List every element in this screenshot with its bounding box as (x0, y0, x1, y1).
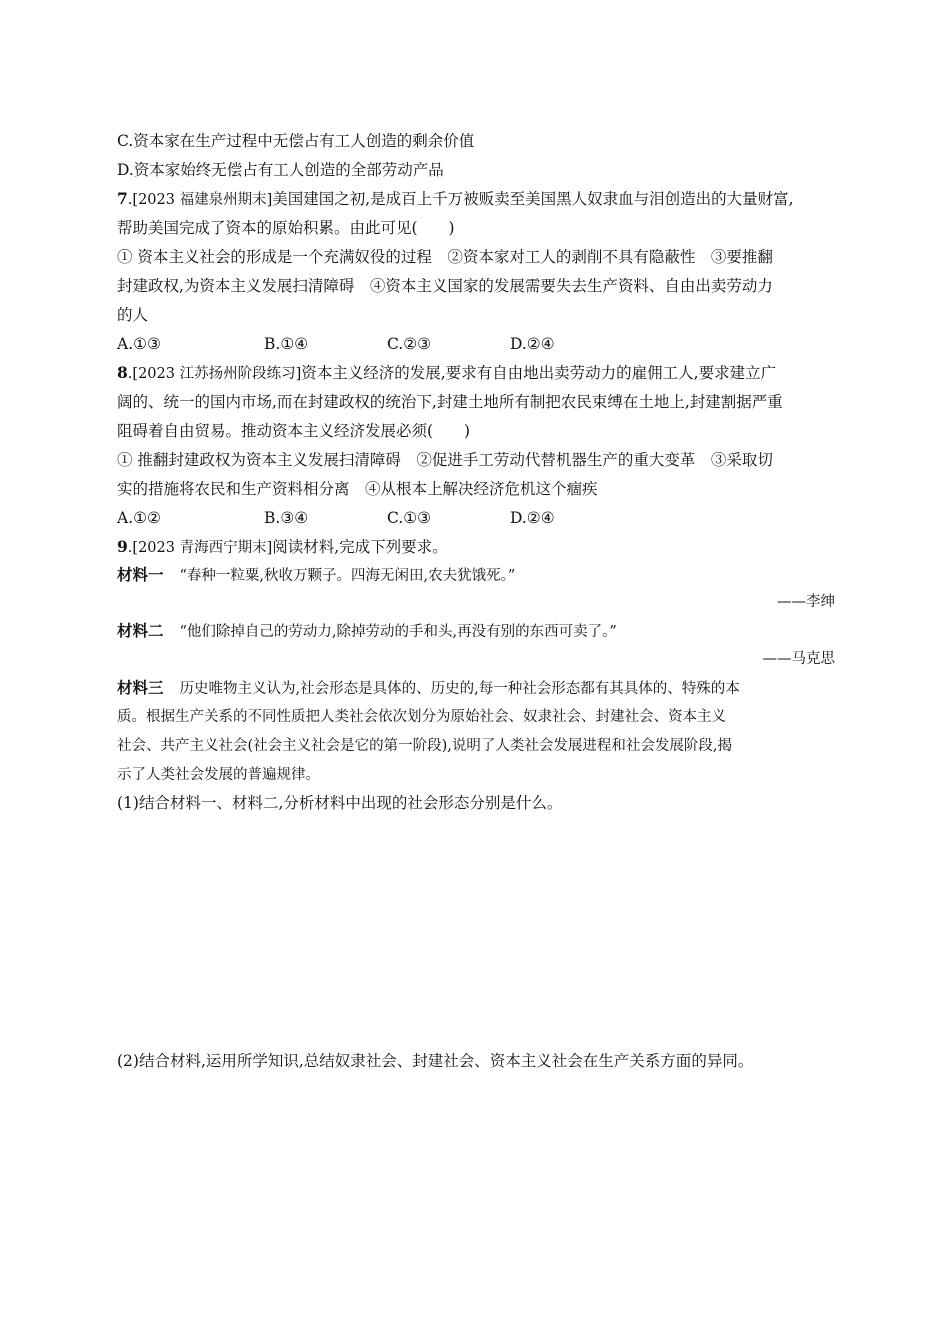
q7-items-line3: 的人 (117, 306, 149, 324)
q9-stem-line (117, 537, 837, 558)
q8-number: 8 (117, 363, 128, 382)
q9-material3-line3: 社会、共产主义社会(社会主义社会是它的第一阶段),说明了人类社会发展进程和社会发展阶段,揭 (117, 738, 733, 754)
q9-number: 9 (117, 537, 128, 556)
q7-items-line1: ① 资本主义社会的形成是一个充满奴役的过程 ②资本家对工人的剥削不具有隐蔽性 ③要推翻 (117, 248, 773, 266)
q9-subquestion-2: (2)结合材料,运用所学知识,总结奴隶社会、封建社会、资本主义社会在生产关系方面的异同。 (117, 1052, 754, 1070)
q9-material3-line4: 示了人类社会发展的普遍规律。 (117, 767, 320, 783)
q8-source-tag: .[2023 江苏扬州阶段练习] (127, 366, 302, 382)
q8-items-line2: 实的措施将农民和生产资料相分离 ④从根本上解决经济危机这个痼疾 (117, 480, 598, 498)
q9-material2 (117, 621, 837, 642)
q8-option-b: B.③④ (264, 509, 309, 527)
q8-option-c: C.①③ (387, 509, 432, 527)
q8-stem-line1 (117, 363, 837, 384)
q9-subquestion-1: (1)结合材料一、材料二,分析材料中出现的社会形态分别是什么。 (117, 794, 563, 812)
q9-source-tag: .[2023 青海西宁期末] (127, 540, 273, 556)
material2-label: 材料二 (117, 621, 164, 640)
q7-option-d: D.②④ (510, 335, 555, 353)
q8-stem-line2: 阔的、统一的国内市场,而在封建政权的统治下,封建土地所有制把农民束缚在土地上,封建割据严重 (117, 393, 783, 411)
q7-stem-text: 美国建国之初,是成百上千万被贩卖至美国黑人奴隶血与泪创造出的大量财富, (272, 190, 794, 208)
q7-option-a: A.①③ (117, 335, 161, 353)
material1-label: 材料一 (117, 565, 164, 584)
q8-option-a: A.①② (117, 509, 161, 527)
q8-items-line1: ① 推翻封建政权为资本主义发展扫清障碍 ②促进手工劳动代替机器生产的重大变革 ③采取切 (117, 451, 773, 469)
q9-material3-line1 (117, 678, 837, 699)
material2-author: ——马克思 (762, 651, 835, 667)
q7-stem-line2: 帮助美国完成了资本的原始积累。由此可见( ) (117, 219, 455, 237)
q9-stem-text: 阅读材料,完成下列要求。 (272, 538, 448, 556)
q7-option-b: B.①④ (264, 335, 309, 353)
material2-quote: “他们除掉自己的劳动力,除掉劳动的手和头,再没有别的东西可卖了。” (179, 624, 617, 640)
q7-stem-line1 (117, 189, 837, 210)
q7-option-c: C.②③ (387, 335, 432, 353)
material3-label: 材料三 (117, 678, 164, 697)
q6-option-d: D.资本家始终无偿占有工人创造的全部劳动产品 (117, 161, 444, 179)
q7-source-tag: .[2023 福建泉州期末] (127, 192, 273, 208)
material1-quote: “春种一粒粟,秋收万颗子。四海无闲田,农夫犹饿死。” (179, 568, 516, 584)
q8-stem-text: 资本主义经济的发展,要求有自由地出卖劳动力的雇佣工人,要求建立广 (301, 364, 777, 382)
material3-text-line1: 历史唯物主义认为,社会形态是具体的、历史的,每一种社会形态都有其具体的、特殊的本 (179, 681, 740, 697)
q8-option-d: D.②④ (510, 509, 555, 527)
q7-items-line2: 封建政权,为资本主义发展扫清障碍 ④资本主义国家的发展需要失去生产资料、自由出卖劳动力 (117, 277, 773, 295)
q9-material1 (117, 565, 837, 586)
q7-number: 7 (117, 189, 128, 208)
q8-stem-line3: 阻碍着自由贸易。推动资本主义经济发展必须( ) (117, 422, 471, 440)
material1-author: ——李绅 (777, 594, 835, 610)
q9-material3-line2: 质。根据生产关系的不同性质把人类社会依次划分为原始社会、奴隶社会、封建社会、资本主义 (117, 709, 726, 725)
q6-option-c: C.资本家在生产过程中无偿占有工人创造的剩余价值 (117, 132, 475, 150)
